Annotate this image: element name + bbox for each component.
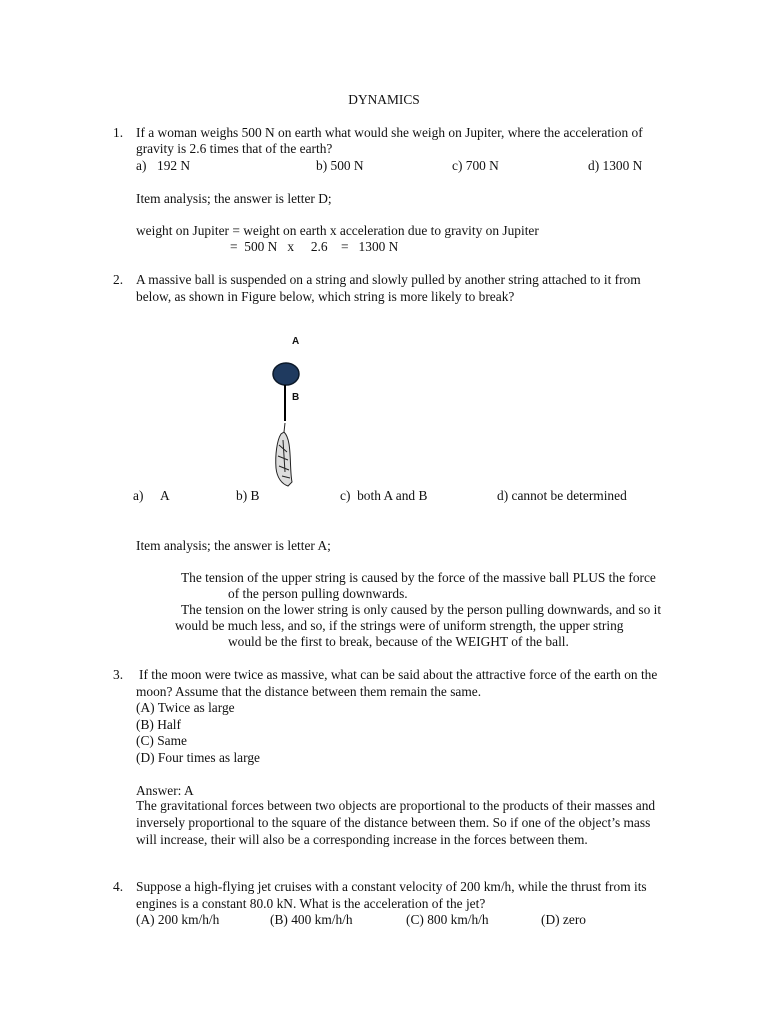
massive-ball — [273, 363, 299, 385]
q3-option-c: (C) Same — [136, 733, 187, 748]
q1-analysis: Item analysis; the answer is letter D; — [136, 191, 332, 206]
q4-option-b: (B) 400 km/h/h — [270, 912, 353, 927]
q4-option-d: (D) zero — [541, 912, 586, 927]
page-title: DYNAMICS — [348, 92, 420, 107]
q2-option-b: b) B — [236, 488, 260, 503]
q3-explanation: will increase, their will also be a corresponding increase in the forces between them. — [136, 832, 588, 847]
q3-answer: Answer: A — [136, 783, 194, 798]
q2-text: below, as shown in Figure below, which string is more likely to break? — [136, 289, 515, 304]
q2-number: 2. — [113, 272, 124, 287]
q2-explanation: The tension of the upper string is caused by the force of the massive ball PLUS the force — [181, 570, 656, 585]
q3-option-d: (D) Four times as large — [136, 750, 260, 765]
q2-explanation: The tension on the lower string is only caused by the person pulling downwards, and so it — [181, 602, 662, 617]
q4-option-a: (A) 200 km/h/h — [136, 912, 220, 927]
ball-and-hand-figure — [255, 360, 315, 490]
hand-icon — [276, 423, 292, 486]
q2-option-c: c) both A and B — [340, 488, 428, 503]
q2-option-a-letter: a) — [133, 488, 144, 503]
q1-text: gravity is 2.6 times that of the earth? — [136, 141, 333, 156]
q1-option-b: b) 500 N — [316, 158, 364, 173]
q1-formula: weight on Jupiter = weight on earth x acceleration due to gravity on Jupiter — [136, 223, 539, 238]
q4-number: 4. — [113, 879, 124, 894]
q4-text: engines is a constant 80.0 kN. What is the acceleration of the jet? — [136, 896, 486, 911]
q2-explanation: would be much less, and so, if the strings were of uniform strength, the upper string — [175, 618, 624, 633]
q2-explanation: would be the first to break, because of the WEIGHT of the ball. — [228, 634, 569, 649]
figure-label-b: B — [292, 392, 300, 403]
q2-text: A massive ball is suspended on a string and slowly pulled by another string attached to it from — [136, 272, 641, 287]
q2-explanation: of the person pulling downwards. — [228, 586, 408, 601]
q3-option-a: (A) Twice as large — [136, 700, 235, 715]
q2-option-d: d) cannot be determined — [497, 488, 627, 503]
q3-explanation: The gravitational forces between two objects are proportional to the products of their masses and — [136, 798, 656, 813]
q3-number: 3. — [113, 667, 124, 682]
q2-analysis: Item analysis; the answer is letter A; — [136, 538, 331, 553]
q2-option-a: A — [160, 488, 170, 503]
q3-text: If the moon were twice as massive, what can be said about the attractive force of the earth on the — [139, 667, 658, 682]
q1-formula: = 500 N x 2.6 = 1300 N — [230, 239, 399, 254]
q4-option-c: (C) 800 km/h/h — [406, 912, 489, 927]
q1-option-a-letter: a) — [136, 158, 147, 173]
figure-label-a: A — [292, 336, 300, 347]
q3-option-b: (B) Half — [136, 717, 181, 732]
q1-option-a: 192 N — [157, 158, 191, 173]
q1-option-d: d) 1300 N — [588, 158, 643, 173]
q3-explanation: inversely proportional to the square of the distance between them. So if one of the object’s mass — [136, 815, 651, 830]
q1-option-c: c) 700 N — [452, 158, 499, 173]
q4-text: Suppose a high-flying jet cruises with a constant velocity of 200 km/h, while the thrust from its — [136, 879, 647, 894]
q1-text: If a woman weighs 500 N on earth what would she weigh on Jupiter, where the acceleration of — [136, 125, 643, 140]
q1-number: 1. — [113, 125, 124, 140]
q3-text: moon? Assume that the distance between them remain the same. — [136, 684, 482, 699]
